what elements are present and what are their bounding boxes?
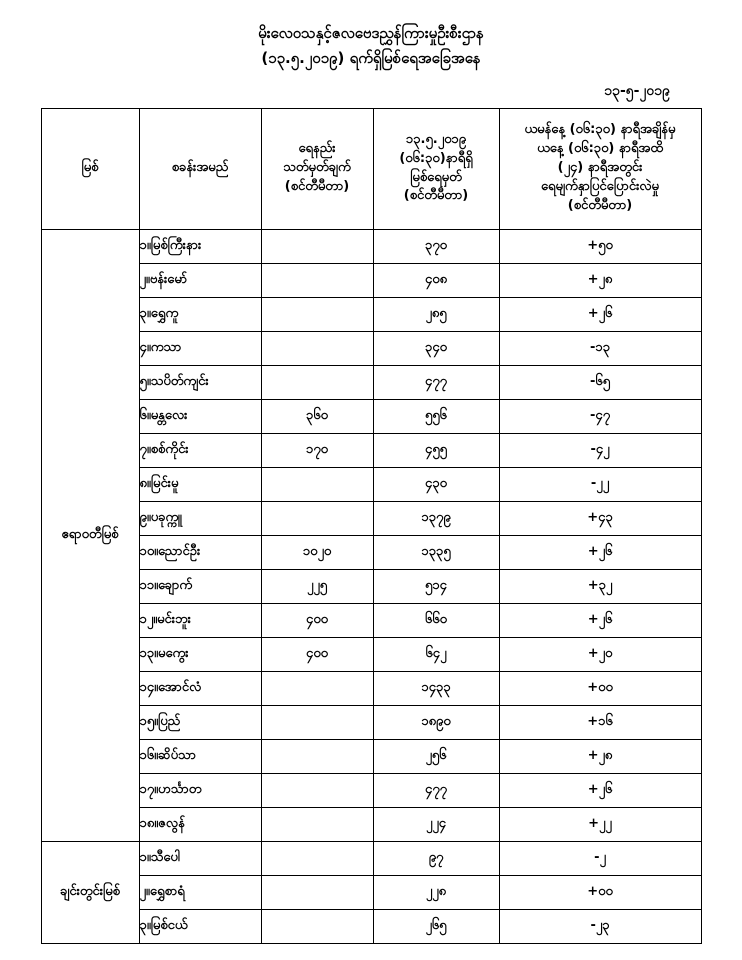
level-change-cell: +၀၀ (499, 875, 701, 909)
column-header-change-line-4: ရေမျက်နှာပြင်ပြောင်းလဲမှု (541, 178, 659, 194)
water-level-cell: ၅၅၆ (373, 399, 499, 433)
table-body (41, 229, 701, 943)
table-row (41, 467, 701, 501)
water-level-cell: ၁၈၉၀ (373, 705, 499, 739)
station-name-cell: ၇။စစ်ကိုင်း (139, 433, 261, 467)
station-name-cell: ၁၃။မကွေး (139, 637, 261, 671)
station-name-cell: ၅။သပိတ်ကျင်း (139, 365, 261, 399)
water-level-cell: ၁၃၃၅ (373, 535, 499, 569)
danger-level-cell: ၂၂၅ (261, 569, 373, 603)
column-header-change (499, 108, 701, 229)
level-change-cell: +၂၆ (499, 535, 701, 569)
column-header-water-level (373, 108, 499, 229)
station-name-cell: ၉။ပခုက္ကူ (139, 501, 261, 535)
danger-level-cell: ၄၀၀ (261, 603, 373, 637)
column-header-change-line-2: ယနေ့ (၀၆:၃၀) နာရီအထိ (537, 141, 663, 157)
danger-level-cell (261, 909, 373, 943)
table-header (41, 108, 701, 229)
level-change-cell: +၀၀ (499, 671, 701, 705)
table-row (41, 263, 701, 297)
level-change-cell: +၄၃ (499, 501, 701, 535)
water-level-cell: ၄၃၀ (373, 467, 499, 501)
danger-level-cell (261, 773, 373, 807)
level-change-cell: -၁၃ (499, 331, 701, 365)
danger-level-cell (261, 807, 373, 841)
station-name-cell: ၁၆။ဆိပ်သာ (139, 739, 261, 773)
water-level-cell: ၂၅၆ (373, 739, 499, 773)
column-header-level-line-3: မြစ်ရေမှတ် (410, 169, 462, 185)
level-change-cell: -၂၂ (499, 467, 701, 501)
level-change-cell: -၆၅ (499, 365, 701, 399)
level-change-cell: +၂၀ (499, 637, 701, 671)
station-name-cell: ၁၂။မင်းဘူး (139, 603, 261, 637)
table-row (41, 603, 701, 637)
danger-level-cell (261, 297, 373, 331)
water-level-cell: ၄၀၈ (373, 263, 499, 297)
water-level-cell: ၅၁၄ (373, 569, 499, 603)
table-row (41, 433, 701, 467)
station-name-cell: ၁၀။ညောင်ဦး (139, 535, 261, 569)
danger-level-cell: ၃၆၀ (261, 399, 373, 433)
table-row (41, 671, 701, 705)
station-name-cell: ၁၁။ချောက် (139, 569, 261, 603)
column-header-level-line-2: (၀၆:၃၀)နာရီရှိ (399, 150, 473, 166)
danger-level-cell (261, 263, 373, 297)
station-name-cell: ၁၈။ဇလွန် (139, 807, 261, 841)
level-change-cell: +၁၆ (499, 705, 701, 739)
station-name-cell: ၂။ဗန်းမော် (139, 263, 261, 297)
danger-level-cell: ၁၇၀ (261, 433, 373, 467)
level-change-cell: +၃၂ (499, 569, 701, 603)
water-level-cell: ၃၇၀ (373, 229, 499, 263)
column-header-river (41, 108, 139, 229)
water-level-cell: ၃၄၀ (373, 331, 499, 365)
water-level-cell: ၂၂၄ (373, 807, 499, 841)
water-level-cell: ၆၄၂ (373, 637, 499, 671)
table-row (41, 909, 701, 943)
station-name-cell: ၈။မြင်းမူ (139, 467, 261, 501)
level-change-cell: -၄၇ (499, 399, 701, 433)
table-row (41, 297, 701, 331)
table-row (41, 569, 701, 603)
level-change-cell: +၂၈ (499, 263, 701, 297)
water-level-cell: ၂၆၅ (373, 909, 499, 943)
danger-level-cell (261, 365, 373, 399)
table-header-row (41, 108, 701, 229)
danger-level-cell (261, 331, 373, 365)
table-row (41, 705, 701, 739)
column-header-change-line-5: (စင်တီမီတာ) (567, 197, 633, 213)
station-name-cell: ၂။ရွှေစာရံ (139, 875, 261, 909)
danger-level-cell (261, 229, 373, 263)
level-change-cell: +၅၀ (499, 229, 701, 263)
column-header-danger-line-2: သတ်မှတ်ချက် (283, 160, 351, 176)
station-name-cell: ၁၅။ပြည် (139, 705, 261, 739)
danger-level-cell (261, 671, 373, 705)
column-header-level-line-4: (စင်တီမီတာ) (403, 188, 469, 204)
table-row (41, 739, 701, 773)
column-header-change-line-1: ယမန်နေ့ (၀၆:၃၀) နာရီအချိန်မှ (524, 122, 676, 138)
water-level-cell: ၉၇ (373, 841, 499, 875)
danger-level-cell: ၁၀၂၀ (261, 535, 373, 569)
table-row (41, 399, 701, 433)
danger-level-cell (261, 841, 373, 875)
column-header-station-line-1: စခန်းအမည် (171, 160, 229, 176)
table-row (41, 841, 701, 875)
station-name-cell: ၄။ကသာ (139, 331, 261, 365)
page-title: မိုးလေဝသနှင့်ဇလဗေဒညွှန်ကြားမှုဦးစီးဌာန (258, 24, 484, 42)
water-level-cell: ၆၆၀ (373, 603, 499, 637)
column-header-change-line-3: (၂၄) နာရီအတွင်း (557, 160, 643, 176)
level-change-cell: +၂၆ (499, 773, 701, 807)
table-row (41, 365, 701, 399)
danger-level-cell (261, 739, 373, 773)
danger-level-cell: ၄၀၀ (261, 637, 373, 671)
level-change-cell: -၂ (499, 841, 701, 875)
table-row (41, 637, 701, 671)
river-group-label: ဧရာဝတီမြစ် (41, 229, 139, 841)
level-change-cell: +၂၂ (499, 807, 701, 841)
page-subtitle: (၁၃.၅.၂၀၁၉) ရက်ရှိမြစ်ရေအခြေအနေ (261, 49, 481, 68)
station-name-cell: ၁။မြစ်ကြီးနား (139, 229, 261, 263)
danger-level-cell (261, 705, 373, 739)
station-name-cell: ၃။ရွှေကူ (139, 297, 261, 331)
table-row (41, 501, 701, 535)
river-levels-table (41, 108, 702, 944)
level-change-cell: +၂၆ (499, 603, 701, 637)
danger-level-cell (261, 875, 373, 909)
table-row (41, 535, 701, 569)
table-row (41, 773, 701, 807)
table-row (41, 331, 701, 365)
water-level-cell: ၄၇၇ (373, 773, 499, 807)
water-level-cell: ၁၄၃၃ (373, 671, 499, 705)
water-level-cell: ၄၇၇ (373, 365, 499, 399)
station-name-cell: ၁၄။အောင်လံ (139, 671, 261, 705)
report-date: ၁၃-၅-၂၀၁၉ (604, 82, 670, 99)
station-name-cell: ၁၇။ဟင်္သာတ (139, 773, 261, 807)
river-group-label: ချင်းတွင်းမြစ် (41, 841, 139, 943)
level-change-cell: -၄၂ (499, 433, 701, 467)
column-header-danger-line-1: ရေနည်း (298, 141, 336, 157)
water-level-cell: ၂၈၅ (373, 297, 499, 331)
column-header-danger-level (261, 108, 373, 229)
column-header-level-line-1: ၁၃.၅.၂၀၁၉ (405, 131, 467, 147)
column-header-danger-line-3: (စင်တီမီတာ) (284, 178, 350, 194)
column-header-river-line-1: မြစ် (81, 160, 99, 176)
table-row (41, 875, 701, 909)
table-row (41, 807, 701, 841)
column-header-station (139, 108, 261, 229)
station-name-cell: ၁။သီပေါ (139, 841, 261, 875)
danger-level-cell (261, 501, 373, 535)
water-level-cell: ၂၂၈ (373, 875, 499, 909)
water-level-cell: ၁၃၇၉ (373, 501, 499, 535)
level-change-cell: +၂၈ (499, 739, 701, 773)
water-level-cell: ၄၅၅ (373, 433, 499, 467)
level-change-cell: -၂၃ (499, 909, 701, 943)
station-name-cell: ၃။မြစ်ငယ် (139, 909, 261, 943)
level-change-cell: +၂၆ (499, 297, 701, 331)
danger-level-cell (261, 467, 373, 501)
station-name-cell: ၆။မန္တလေး (139, 399, 261, 433)
table-row (41, 229, 701, 263)
